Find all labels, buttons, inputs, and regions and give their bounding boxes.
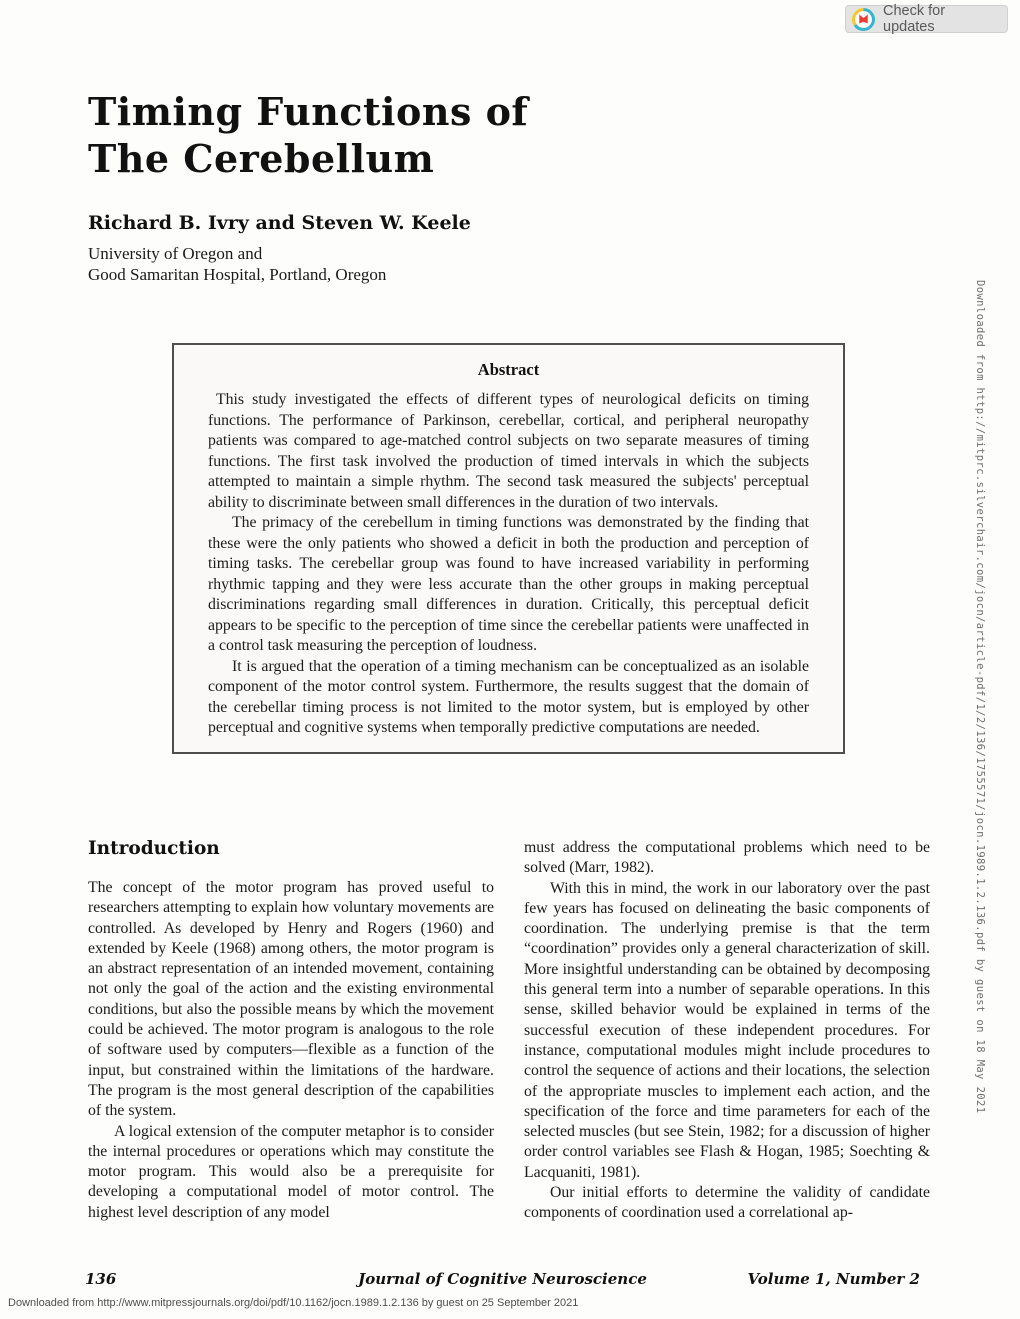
article-affiliation (88, 243, 386, 285)
abstract-heading: Abstract (477, 360, 540, 379)
journal-name: Journal of Cognitive Neuroscience (358, 1270, 647, 1288)
crossmark-icon (852, 8, 875, 31)
page-footer (85, 1270, 920, 1290)
body-paragraph: Our initial efforts to determine the validity of candidate components of coordination used a correlational ap- (524, 1184, 930, 1222)
body-paragraph: must address the computational problems which need to be solved (Marr, 1982). (524, 839, 930, 877)
check-for-updates-button[interactable] (845, 5, 1008, 33)
body-paragraph: The concept of the motor program has proved useful to researchers attempting to explain how voluntary movements are controlled. As developed by Henry and Rogers (1960) and extended by Keele (1968) among others, the motor program is an abstract representation of an intended movement, containing not only the goal of the action and the existing environmental conditions, but also the possible means by which the movement could be achieved. The motor program is analogous to the role of software used by computers—flexible as a function of the input, but constrained within the limitations of the hardware. The program is the most general description of the capabilities of the system. (88, 879, 494, 1120)
article-title-line1: Timing Functions of (88, 89, 529, 134)
body-paragraph: A logical extension of the computer metaphor is to consider the internal procedures or operations which may constitute the motor program. This would also be a prerequisite for developing a computational model of motor control. The highest level description of any model (88, 1122, 494, 1221)
left-column (88, 838, 494, 1224)
affiliation-line1: University of Oregon and (88, 244, 263, 263)
introduction-heading: Introduction (88, 838, 220, 859)
page-number: 136 (85, 1270, 117, 1288)
abstract-paragraph: It is argued that the operation of a timing mechanism can be conceptualized as an isolable component of the motor control system. Furthermore, the results suggest that the domain of the cerebellar timing process is not limited to the motor system, but is employed by other perceptual and cognitive systems when temporally predictive computations are needed. (208, 657, 809, 736)
right-column (524, 838, 930, 1224)
body-paragraph: With this in mind, the work in our laboratory over the past few years has focused on delineating the basic components of coordination. The underlying premise is that the term “coordination” provides only a general characterization of skill. More insightful understanding can be obtained by decomposing this general term into a number of separable operations. In this sense, skilled behavior would be explained in terms of the successful execution of these independent procedures. For instance, computational modules might include procedures to control the sequence of actions and their locations, the selection of the appropriate muscles to implement each action, and the specification of the force and time parameters for each of the selected muscles (but see Stein, 1982; for a discussion of higher order control variables see Flash & Hogan, 1985; Soechting & Lacquaniti, 1981). (524, 879, 930, 1181)
download-attribution-line: Downloaded from http://www.mitpressjournals.org/doi/pdf/10.1162/jocn.1989.1.2.136 by guest on 25 September 2021 (8, 1297, 579, 1309)
check-for-updates-label: Check for updates (883, 3, 946, 35)
article-title-line2: The Cerebellum (88, 136, 435, 181)
vertical-download-watermark: Downloaded from http://mitprc.silverchair.com/jocn/article-pdf/1/2/136/1755571/jocn.1989.1.2.136.pdf by guest on 18 May 2021 (974, 280, 986, 1114)
article-title (88, 88, 528, 182)
affiliation-line2: Good Samaritan Hospital, Portland, Oregon (88, 265, 387, 284)
volume-number: Volume 1, Number 2 (747, 1270, 920, 1288)
body-columns (88, 838, 931, 1224)
abstract-box (172, 343, 845, 754)
abstract-paragraph: This study investigated the effects of different types of neurological deficits on timing functions. The performance of Parkinson, cerebellar, cortical, and peripheral neuropathy patients was compared to age-matched control subjects on two separate measures of timing functions. The first task involved the production of timed intervals in which the subjects attempted to maintain a simple rhythm. The second task measured the subjects' perceptual ability to discriminate between small differences in the duration of two intervals. (208, 391, 809, 511)
abstract-paragraph: The primacy of the cerebellum in timing functions was demonstrated by the finding that these were the only patients who showed a deficit in both the production and perception of timing tasks. The cerebellar group was found to have increased variability in performing rhythmic tapping and they were less accurate than the other groups in making perceptual discriminations regarding small differences in duration. Critically, this perceptual deficit appears to be specific to the perception of time since the cerebellar patients were unaffected in a control task measuring the perception of loudness. (208, 514, 809, 654)
article-authors: Richard B. Ivry and Steven W. Keele (88, 212, 471, 234)
